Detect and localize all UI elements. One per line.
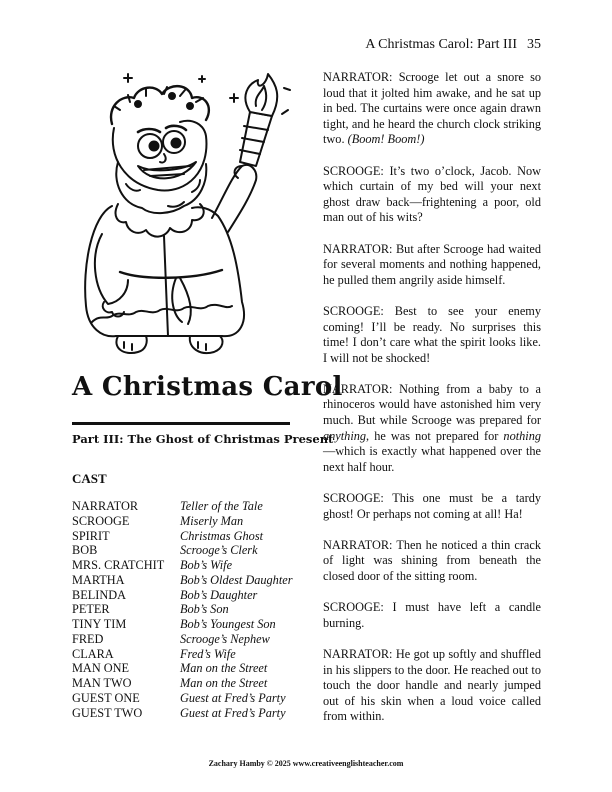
speech-text: This one must be a tardy ghost! Or perhaps not coming at all! Ha! xyxy=(323,491,541,521)
cast-row xyxy=(72,676,302,691)
cast-row xyxy=(72,588,302,603)
cast-description: Bob’s Oldest Daughter xyxy=(180,572,293,587)
cast-description: Man on the Street xyxy=(180,676,268,690)
cast-row xyxy=(72,573,302,588)
cast-description: Bob’s Wife xyxy=(180,558,233,572)
cast-role: MAN ONE xyxy=(72,661,130,676)
cast-row xyxy=(72,706,302,721)
running-title: A Christmas Carol: Part III xyxy=(365,37,517,52)
script-speech xyxy=(323,538,541,585)
cast-role: PETER xyxy=(72,602,110,617)
cast-role: BELINDA xyxy=(72,587,126,602)
cast-role: TINY TIM xyxy=(72,617,127,631)
cast-role: BOB xyxy=(72,543,98,558)
script-speech xyxy=(323,491,541,522)
script-speech xyxy=(323,600,541,631)
cast-role: SPIRIT xyxy=(72,528,110,543)
cast-row xyxy=(72,514,302,529)
cast-row xyxy=(72,558,302,573)
cast-description: Christmas Ghost xyxy=(180,528,264,543)
cast-role: CLARA xyxy=(72,646,114,661)
speech-text: —which is exactly what happened over the next half hour. xyxy=(323,444,541,474)
cast-row xyxy=(72,499,302,514)
cast-role: SCROOGE xyxy=(72,513,130,528)
speech-emphasis: (Boom! Boom!) xyxy=(347,132,425,147)
cast-description: Fred’s Wife xyxy=(180,646,236,661)
speech-text: But after Scrooge had waited for several moments and nothing happened, he pulled them angrily aside himself. xyxy=(323,241,541,287)
cast-description: Miserly Man xyxy=(180,513,244,528)
cast-row xyxy=(72,691,302,706)
speech-text: He got up softly and shuffled in his slippers to the door. He reached out to touch the door handle and nearly jumped out of his skin when a loud voice called from within. xyxy=(323,646,541,724)
speaker-name: NARRATOR: xyxy=(323,241,393,256)
cast-description: Bob’s Youngest Son xyxy=(180,617,276,631)
ghost-of-christmas-present-illustration xyxy=(72,66,294,366)
speaker-name: SCROOGE: xyxy=(323,600,384,615)
cast-row xyxy=(72,632,302,647)
running-head xyxy=(365,37,541,53)
script-speech xyxy=(323,304,541,366)
speech-text: Then he noticed a thin crack of light was shining from beneath the closed door of the sitting room. xyxy=(323,537,541,583)
cast-role: MRS. CRATCHIT xyxy=(72,558,165,572)
play-title: A Christmas Carol xyxy=(72,372,343,402)
cast-row xyxy=(72,529,302,544)
speech-text: It’s two o’clock, Jacob. Now which curtain of my bed will your next ghost draw back—frightening a poor, old man out of his wits? xyxy=(323,163,541,225)
cast-description: Bob’s Daughter xyxy=(180,587,258,602)
page-number: 35 xyxy=(527,37,541,52)
cast-role: GUEST ONE xyxy=(72,690,140,705)
cast-list xyxy=(72,499,302,720)
cast-row xyxy=(72,661,302,676)
speaker-name: NARRATOR: xyxy=(323,537,393,552)
cast-row xyxy=(72,543,302,558)
script-speech xyxy=(323,242,541,289)
cast-role: MAN TWO xyxy=(72,676,132,690)
cast-description: Scrooge’s Nephew xyxy=(180,631,270,646)
speaker-name: SCROOGE: xyxy=(323,303,384,318)
speech-text: Scrooge let out a snore so loud that it jolted him awake, and he sat up in bed. The curtains were once again drawn tight, and he heard the church clock striking two. xyxy=(323,70,541,147)
cast-row xyxy=(72,602,302,617)
speech-emphasis: anything xyxy=(323,428,367,443)
script-column xyxy=(323,70,541,741)
cast-description: Scrooge’s Clerk xyxy=(180,543,258,558)
speaker-name: SCROOGE: xyxy=(323,163,384,178)
speech-emphasis: nothing xyxy=(503,428,541,443)
speech-text: Best to see your enemy coming! I’ll be ready. No surprises this time! I don’t care what the spirit looks like. I will not be shocked! xyxy=(323,303,541,365)
cast-description: Guest at Fred’s Party xyxy=(180,705,286,720)
speaker-name: NARRATOR: xyxy=(323,646,393,661)
cast-description: Bob’s Son xyxy=(180,602,229,617)
cast-role: NARRATOR xyxy=(72,499,139,513)
speaker-name: SCROOGE: xyxy=(323,491,384,506)
cast-role: GUEST TWO xyxy=(72,705,143,720)
title-divider xyxy=(72,422,290,425)
speech-text: I must have left a candle burning. xyxy=(323,600,541,630)
speaker-name: NARRATOR: xyxy=(323,381,393,396)
speaker-name: NARRATOR: xyxy=(323,70,393,84)
script-speech xyxy=(323,382,541,476)
speech-text: Nothing from a baby to a rhinoceros would have astonished him very much. But while Scrooge was prepared for xyxy=(323,381,541,428)
cast-row xyxy=(72,647,302,662)
cast-role: FRED xyxy=(72,631,104,646)
cast-heading: CAST xyxy=(72,471,107,486)
footer-credit: Zachary Hamby © 2025 www.creativeenglishteacher.com xyxy=(208,759,404,768)
script-speech xyxy=(323,70,541,148)
cast-description: Man on the Street xyxy=(180,661,268,676)
script-speech xyxy=(323,647,541,725)
cast-description: Teller of the Tale xyxy=(180,499,263,513)
script-speech xyxy=(323,164,541,226)
play-subtitle: Part III: The Ghost of Christmas Present xyxy=(72,432,334,446)
cast-description: Guest at Fred’s Party xyxy=(180,690,286,705)
cast-row xyxy=(72,617,302,632)
speech-text: , he was not prepared for xyxy=(366,428,504,443)
cast-role: MARTHA xyxy=(72,572,125,587)
